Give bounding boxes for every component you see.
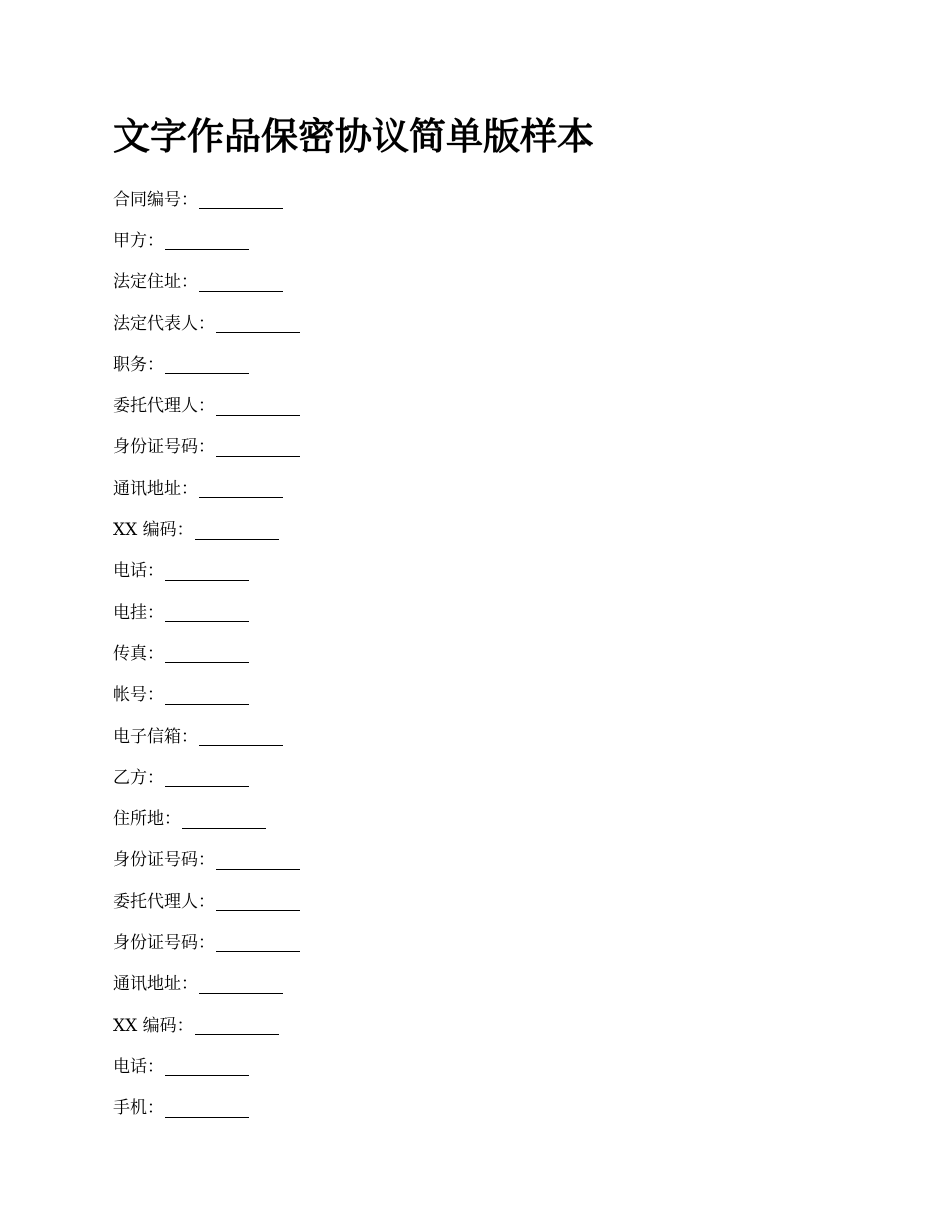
fill-in-blank [165,231,249,250]
fill-in-blank [199,975,283,994]
field-label: 委托代理人： [113,396,215,417]
field-label: 乙方： [113,767,164,788]
fill-in-blank [165,562,249,581]
document-title: 文字作品保密协议简单版样本 [113,114,594,158]
fill-in-blank [216,851,300,870]
field-label: XX 编码： [113,1015,194,1036]
fill-in-blank [165,1099,249,1118]
field-party-a-account [113,675,300,716]
party-info-fields [113,179,300,1129]
field-party-a-phone [113,551,300,592]
field-label: 身份证号码： [113,437,215,458]
field-party-b-postal-code [113,1005,300,1046]
field-label: 电子信箱： [113,726,198,747]
field-party-a-telegraph [113,592,300,633]
field-contract-number [113,179,300,220]
fill-in-blank [182,810,266,829]
fill-in-blank [195,1016,279,1035]
field-label: 电挂： [113,602,164,623]
field-party-a-id-number [113,427,300,468]
field-party-b-mailing-address [113,964,300,1005]
fill-in-blank [199,479,283,498]
field-party-a-fax [113,633,300,674]
fill-in-blank [199,727,283,746]
fill-in-blank [216,314,300,333]
field-label: 合同编号： [113,189,198,210]
field-label: 身份证号码： [113,932,215,953]
field-party-a-legal-address [113,262,300,303]
field-party-b-mobile [113,1088,300,1129]
fill-in-blank [216,438,300,457]
field-label: 职务： [113,354,164,375]
fill-in-blank [165,686,249,705]
fill-in-blank [165,644,249,663]
field-label: 法定住址： [113,272,198,293]
field-label: 通讯地址： [113,478,198,499]
field-party-a [113,220,300,261]
fill-in-blank [165,603,249,622]
field-party-b [113,757,300,798]
fill-in-blank [199,273,283,292]
fill-in-blank [165,355,249,374]
fill-in-blank [216,892,300,911]
field-party-a-email [113,716,300,757]
fill-in-blank [199,190,283,209]
field-label: XX 编码： [113,520,194,541]
field-label: 身份证号码： [113,850,215,871]
field-label: 帐号： [113,685,164,706]
field-label: 住所地： [113,809,181,830]
fill-in-blank [195,521,279,540]
fill-in-blank [165,1057,249,1076]
field-party-a-agent [113,385,300,426]
field-party-b-residence [113,798,300,839]
field-party-a-legal-representative [113,303,300,344]
field-label: 手机： [113,1098,164,1119]
field-party-a-postal-code [113,509,300,550]
field-party-b-agent [113,881,300,922]
fill-in-blank [165,768,249,787]
field-party-a-mailing-address [113,468,300,509]
field-party-b-phone [113,1046,300,1087]
field-party-b-id-number [113,840,300,881]
field-label: 通讯地址： [113,974,198,995]
field-label: 法定代表人： [113,313,215,334]
field-party-b-agent-id-number [113,922,300,963]
field-party-a-position [113,344,300,385]
fill-in-blank [216,397,300,416]
field-label: 委托代理人： [113,891,215,912]
field-label: 传真： [113,643,164,664]
field-label: 甲方： [113,230,164,251]
fill-in-blank [216,933,300,952]
field-label: 电话： [113,561,164,582]
field-label: 电话： [113,1056,164,1077]
